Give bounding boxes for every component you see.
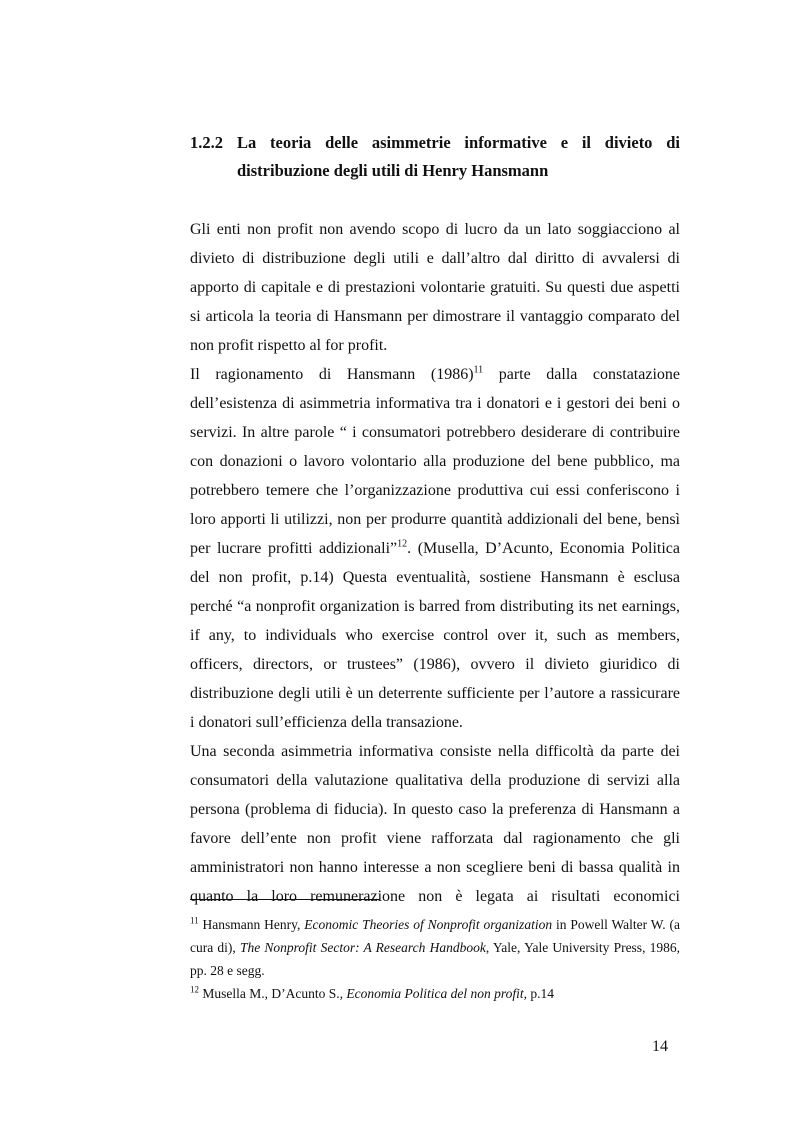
footnote-separator: [190, 899, 380, 900]
section-title-line1: La teoria delle asimmetrie informative e il divieto di: [237, 133, 680, 152]
footnote-11: $^{11}$ Hansmann Henry, Economic Theories of Nonprofit organization in Powell Walter W. (a cura di), The Nonprofit Sector: A Research Handbook, Yale, Yale University Press, 1986, pp. 28 e segg.: [190, 915, 680, 978]
footnote-12: $^{12}$ Musella M., D’Acunto S., Economia Politica del non profit, p.14: [190, 984, 554, 1001]
paragraph-3: Una seconda asimmetria informativa consiste nella difficoltà da parte dei consumatori della valutazione qualitativa della produzione di servizi alla persona (problema di fiducia). In questo caso la preferenza di Hansmann a favore dell’ente non profit viene rafforzata dal ragionamento che gli amministratori non hanno interesse a non scegliere beni di bassa qualità in quanto la loro remunerazione non è legata ai risultati economici: [190, 743, 680, 905]
section-heading: [190, 129, 680, 185]
footnote-ref-12: 12: [397, 538, 408, 550]
section-title-line2: distribuzione degli utili di Henry Hansmann: [237, 161, 549, 180]
paragraph-2: Il ragionamento di Hansmann (1986)$^{11}$ parte dalla constatazione dell’esistenza di asimmetria informativa tra i donatori e i gestori dei beni o servizi. In altre parole “ i consumatori potrebbero desiderare di contribuire con donazioni o lavoro volontario alla produzione del bene pubblico, ma potrebbero temere che l’organizzazione produttiva cui essi conferiscono i loro apporti li utilizzi, non per produrre quantità addizionali del bene, bensì per lucrare profitti addizionali”$^{12}$. (Musella, D’Acunto, Economia Politica del non profit, p.14) Questa eventualità, sostiene Hansmann è esclusa perché “a nonprofit organization is barred from distributing its net earnings, if any, to individuals who exercise control over it, such as members, officers, directors, or trustees” (1986), ovvero il divieto giuridico di distribuzione degli utili è un deterrente sufficiente per l’autore a rassicurare i donatori sull’efficienza della transazione.: [190, 364, 681, 731]
section-number: 1.2.2: [190, 133, 223, 152]
paragraph-1: Gli enti non profit non avendo scopo di lucro da un lato soggiacciono al divieto di distribuzione degli utili e dall’altro dal diritto di avvalersi di apporto di capitale e di prestazioni volontarie gratuiti. Su questi due aspetti si articola la teoria di Hansmann per dimostrare il vantaggio comparato del non profit rispetto al for profit.: [190, 221, 680, 354]
footnotes: [190, 913, 680, 1005]
page-number: 14: [652, 1038, 668, 1055]
body-text: [190, 215, 680, 911]
footnote-ref-11: 11: [473, 364, 484, 376]
